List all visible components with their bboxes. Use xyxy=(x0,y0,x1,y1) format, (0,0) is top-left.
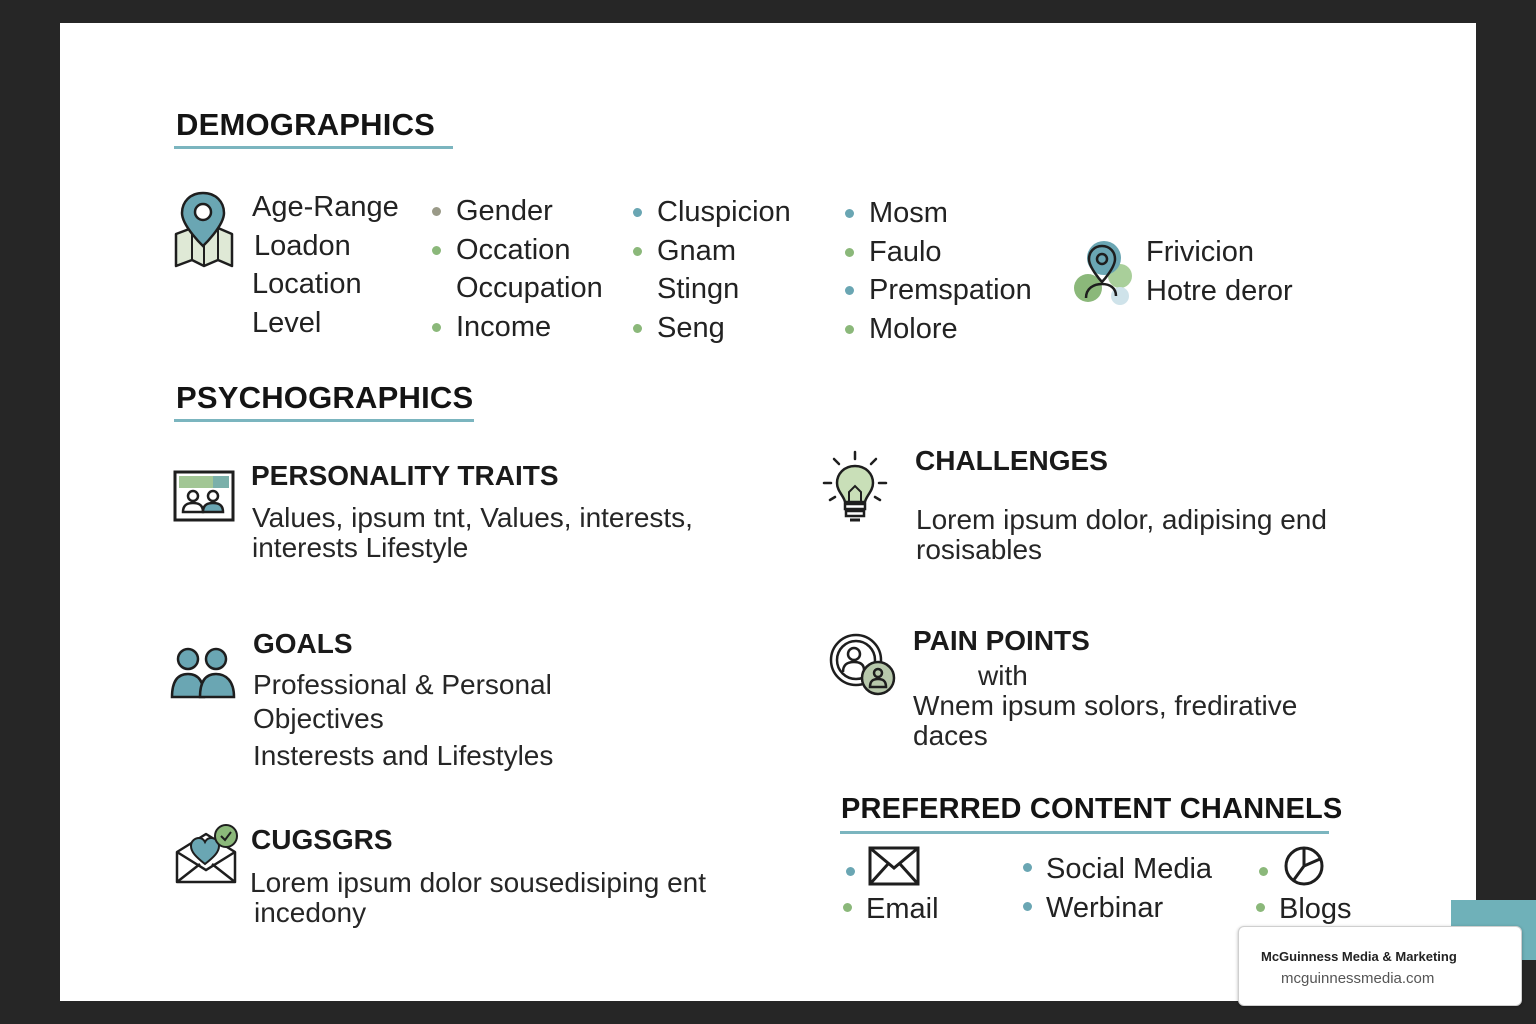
demographics-col5 xyxy=(1146,233,1293,310)
people-icon xyxy=(170,645,236,699)
personality-title: PERSONALITY TRAITS xyxy=(251,460,559,491)
demographics-title: DEMOGRAPHICS xyxy=(176,107,436,142)
bullet-dot xyxy=(843,903,852,912)
bullet-dot xyxy=(633,324,642,333)
pain-points-with: with xyxy=(978,660,1028,691)
bullet-dot xyxy=(845,248,854,257)
list-item: Gender xyxy=(432,192,603,231)
personality-body xyxy=(252,503,693,563)
demographics-col3 xyxy=(633,193,791,347)
list-item: Income xyxy=(432,308,603,347)
demographics-item: Age-Range xyxy=(252,191,399,223)
channel-blogs: Blogs xyxy=(1256,893,1352,926)
bullet-dot xyxy=(845,286,854,295)
list-item: Occation xyxy=(432,231,603,270)
challenges-title: CHALLENGES xyxy=(915,445,1108,476)
demographics-col4 xyxy=(845,194,1032,348)
list-item: Seng xyxy=(633,309,791,348)
channels-title: PREFERRED CONTENT CHANNELS xyxy=(841,793,1343,825)
list-item: Faulo xyxy=(845,233,1032,272)
text-line: Objectives xyxy=(253,703,384,734)
user-badge-icon xyxy=(828,632,898,698)
list-item: Molore xyxy=(845,310,1032,349)
text-line: Lorem ipsum dolor sousedisiping ent xyxy=(250,867,707,898)
cugsgrs-body xyxy=(250,868,706,928)
text-line: Insterests and Lifestyles xyxy=(253,740,554,771)
list-item: Stingn xyxy=(657,273,740,305)
cugsgrs-title: CUGSGRS xyxy=(251,824,393,855)
demographics-underline xyxy=(174,146,453,149)
list-item: Occupation xyxy=(456,272,603,304)
goals-body xyxy=(253,668,553,776)
channels-underline xyxy=(840,831,1329,834)
location-people-icon xyxy=(1068,238,1134,308)
profile-card-icon xyxy=(173,470,235,522)
text-line: Values, ipsum tnt, Values, interests, xyxy=(252,502,693,533)
bullet-dot xyxy=(1023,902,1032,911)
text-line: incedony xyxy=(254,897,367,928)
mail-heart-icon xyxy=(174,822,242,886)
demographics-item: Frivicion xyxy=(1146,236,1254,268)
pie-chart-icon xyxy=(1283,845,1325,887)
list-item: Mosm xyxy=(845,194,1032,233)
bullet-dot xyxy=(633,208,642,217)
envelope-icon xyxy=(868,846,920,886)
brand-badge[interactable] xyxy=(1238,926,1522,1006)
text-line: Professional & Personal xyxy=(253,669,552,700)
bullet-dot xyxy=(845,209,854,218)
bullet-dot xyxy=(1023,863,1032,872)
demographics-item: Location xyxy=(252,268,362,300)
bullet-dot xyxy=(432,246,441,255)
demographics-col2 xyxy=(432,192,603,346)
text-line: interests Lifestyle xyxy=(252,532,469,563)
demographics-item: Hotre deror xyxy=(1146,274,1293,307)
psychographics-title: PSYCHOGRAPHICS xyxy=(176,380,474,415)
bullet-dot xyxy=(1259,867,1268,876)
brand-name: McGuinness Media & Marketing xyxy=(1261,949,1457,964)
bullet-dot xyxy=(432,207,441,216)
text-line: rosisables xyxy=(916,534,1043,565)
bullet-dot xyxy=(1256,903,1265,912)
brand-url[interactable]: mcguinnessmedia.com xyxy=(1281,970,1435,987)
bullet-dot xyxy=(633,247,642,256)
list-item: Cluspicion xyxy=(633,193,791,232)
channel-social-media: Social Media xyxy=(1023,853,1212,886)
bullet-dot xyxy=(845,325,854,334)
demographics-item: Loadon xyxy=(254,229,351,262)
challenges-body xyxy=(916,505,1327,565)
psychographics-underline xyxy=(174,419,474,422)
map-pin-icon xyxy=(172,190,236,272)
channel-webinar: Werbinar xyxy=(1023,892,1163,925)
demographics-item: Level xyxy=(252,306,322,339)
bullet-dot xyxy=(432,323,441,332)
pain-points-body xyxy=(913,691,1297,751)
list-item: Gnam xyxy=(633,232,791,271)
text-line: Wnem ipsum solors, fredirative xyxy=(913,690,1298,721)
goals-title: GOALS xyxy=(253,628,353,659)
text-line: daces xyxy=(913,720,988,751)
bullet-dot xyxy=(846,867,855,876)
list-item: Premspation xyxy=(845,271,1032,310)
lightbulb-icon xyxy=(822,450,888,528)
pain-points-title: PAIN POINTS xyxy=(913,625,1090,656)
text-line: Lorem ipsum dolor, adipising end xyxy=(916,504,1327,535)
channel-email: Email xyxy=(843,893,939,926)
demographics-col1 xyxy=(252,188,399,342)
